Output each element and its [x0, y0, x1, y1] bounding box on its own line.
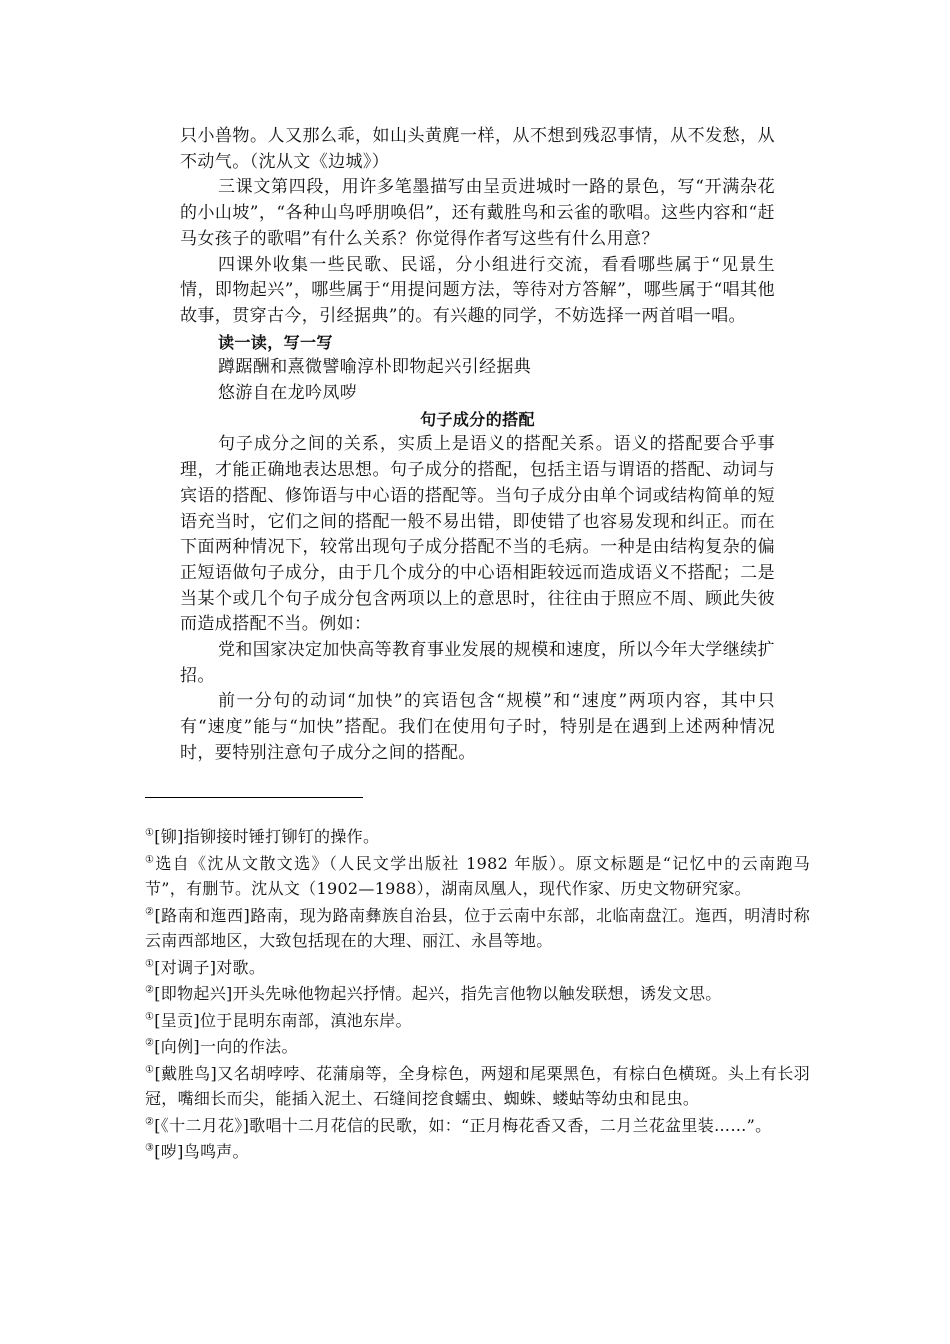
footnote-text: [《十二月花》]歌唱十二月花信的民歌，如：“正月梅花香又香，二月兰花盆里装……”。 — [154, 1115, 772, 1135]
footnote-text: [铆]指铆接时锤打铆钉的操作。 — [154, 827, 380, 846]
footnotes — [145, 824, 810, 1166]
paragraph-continuation: 只小兽物。人又那么乖，如山头黄麂一样，从不想到残忍事情，从不发愁，从不动气。（沈从文《边城》） — [180, 126, 775, 172]
footnote-mark: ① — [145, 854, 156, 866]
exercise-three: 三课文第四段，用许多笔墨描写由呈贡进城时一路的景色，写“开满杂花的小山坡”，“各种山鸟呼朋唤侣”，还有戴胜鸟和云雀的歌唱。这些内容和“赶马女孩子的歌唱”有什么关系？你觉得作者写这些有什么用意？ — [180, 177, 775, 249]
footnote — [145, 851, 810, 902]
footnote — [145, 955, 810, 981]
main-text — [180, 124, 775, 767]
footnote-mark: ② — [145, 1037, 155, 1049]
footnote-text: [戴胜鸟]又名胡哱哱、花蒲扇等，全身棕色，两翅和尾栗黑色，有棕白色横斑。头上有长羽冠，嘴细长而尖，能插入泥土、石缝间挖食蠕虫、蜘蛛、蝼蛄等幼虫和昆虫。 — [145, 1063, 810, 1108]
footnote-mark: ② — [145, 1116, 155, 1128]
vocabulary-line-2: 悠游自在龙吟凤哕 — [218, 383, 358, 404]
footnote — [145, 981, 810, 1007]
footnote-text: [哕]鸟鸣声。 — [154, 1142, 249, 1161]
footnote-mark: ② — [145, 906, 155, 918]
footnote — [145, 1113, 810, 1139]
section-heading-grammar: 句子成分的搭配 — [420, 409, 535, 429]
section-heading-read-write: 读一读，写一写 — [218, 332, 333, 352]
example-sentence: 党和国家决定加快高等教育事业发展的规模和速度，所以今年大学继续扩招。 — [180, 640, 775, 686]
footnote-mark: ③ — [145, 1142, 155, 1154]
footnote — [145, 1008, 810, 1034]
footnote-mark: ① — [145, 958, 155, 970]
footnote-mark: ② — [145, 984, 155, 996]
grammar-paragraph: 句子成分之间的关系，实质上是语义的搭配关系。语义的搭配要合乎事理，才能正确地表达思想。句子成分的搭配，包括主语与谓语的搭配、动词与宾语的搭配、修饰语与中心语的搭配等。当句子成分由单个词或结构简单的短语充当时，它们之间的搭配一般不易出错，即使错了也容易发现和纠正。而在下面两种情况下，较常出现句子成分搭配不当的毛病。一种是由结构复杂的偏正短语做句子成分，由于几个成分的中心语相距较远而造成语义不搭配；二是当某个或几个句子成分包含两项以上的意思时，往往由于照应不周、顾此失彼而造成搭配不当。例如： — [180, 434, 775, 635]
footnote-mark: ① — [145, 1011, 155, 1023]
explanation-paragraph: 前一分句的动词“加快”的宾语包含“规模”和“速度”两项内容，其中只有“速度”能与“加快”搭配。我们在使用句子时，特别是在遇到上述两种情况时，要特别注意句子成分之间的搭配。 — [180, 691, 775, 763]
footnote — [145, 903, 810, 954]
footnote-divider — [145, 797, 363, 798]
footnote-mark: ① — [145, 827, 155, 839]
footnote — [145, 1034, 810, 1060]
footnote-text: 选自《沈从文散文选》（人民文学出版社 1982 年版）。原文标题是“记忆中的云南跑马节”，有删节。沈从文（1902—1988），湖南凤凰人，现代作家、历史文物研究家。 — [145, 853, 811, 898]
footnote-text: [路南和迤西]路南，现为路南彝族自治县，位于云南中东部，北临南盘江。迤西，明清时称云南西部地区，大致包括现在的大理、丽江、永昌等地。 — [145, 905, 810, 950]
footnote-text: [即物起兴]开头先咏他物起兴抒情。起兴，指先言他物以触发联想，诱发文思。 — [154, 984, 722, 1003]
footnote — [145, 824, 810, 850]
vocabulary-line-1: 蹲踞酬和熹微譬喻淳朴即物起兴引经据典 — [218, 357, 532, 378]
footnote — [145, 1061, 810, 1112]
exercise-four: 四课外收集一些民歌、民谣，分小组进行交流，看看哪些属于“见景生情，即物起兴”，哪些属于“用提问题方法，等待对方答解”，哪些属于“唱其他故事，贯穿古今，引经据典”的。有兴趣的同学，不妨选择一两首唱一唱。 — [180, 254, 775, 326]
footnote-text: [向例]一向的作法。 — [154, 1037, 298, 1056]
footnote-text: [呈贡]位于昆明东南部，滇池东岸。 — [154, 1010, 412, 1030]
footnote-mark: ① — [145, 1064, 155, 1076]
footnote — [145, 1139, 810, 1165]
footnote-text: [对调子]对歌。 — [154, 957, 266, 977]
